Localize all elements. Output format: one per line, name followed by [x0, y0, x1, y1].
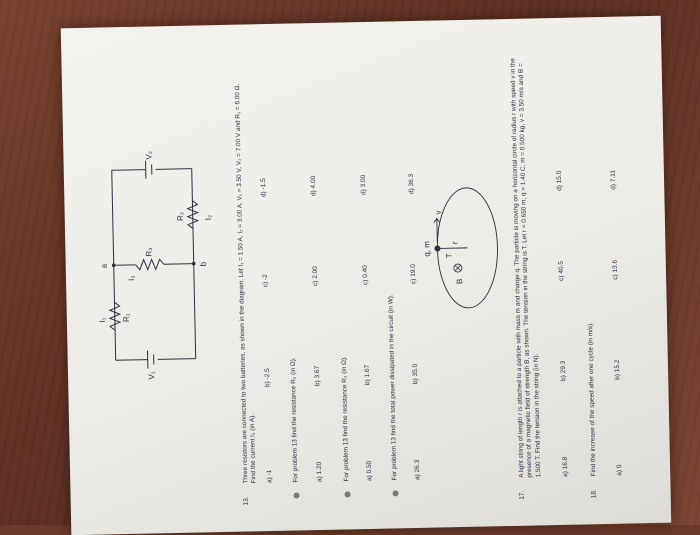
- problem-15-option-c: c) 0.40: [362, 265, 369, 285]
- problem-13-option-b: b) -2.5: [264, 368, 271, 387]
- figure-17-label-r: r: [450, 241, 459, 244]
- problem-13-text: Three resistors are connected to two batteries, as shown in the diagram. Let I₁ = 1.50 A, I₂ = 3.00 A, V₁ = 3.50 V, V₂ = 7.00 V and R₁ = 6.00 Ω. Find the current I₃ (in A).: [234, 73, 259, 483]
- problem-17-option-b: b) 29.3: [560, 361, 567, 381]
- problem-16-option-c: c) 19.0: [410, 264, 417, 284]
- problem-16-option-b: b) 35.0: [412, 364, 419, 384]
- problem-17-text: A light string of length r is attached to a particle with mass m and charge q. The particle is moving on a horizontal circle of radius r with speed v in the presence of a magnetic field of strength B, as shown. The tension in the string is T. Let r = 0.650 m, q = 1.40 C, m = 0.500 kg, v = 3.50 m/s and B = 1.500 T. Find the tension in the string (in N).: [509, 57, 543, 477]
- problem-18-option-c: c) 13.6: [612, 260, 619, 280]
- figure-17-label-qm: q, m: [422, 241, 431, 257]
- problem-15-option-b: b) 1.67: [364, 365, 371, 385]
- problem-14-option-d: d) 4.00: [310, 176, 317, 196]
- circuit-label-r3: R₃: [144, 247, 153, 256]
- problem-17-option-c: c) 40.5: [558, 261, 565, 281]
- problem-15-option-a: a) 0.50: [366, 461, 373, 481]
- problem-15-text: For problem 13 find the resistance R₃ (in Ω).: [335, 81, 352, 481]
- circuit-label-v2: V₂: [144, 151, 153, 160]
- problem-16-text: For problem 13 find the total power dissipated in the circuit (in W).: [383, 80, 400, 480]
- problem-14-text: For problem 13 find the resistance R₂ (in Ω).: [284, 83, 301, 483]
- figure-17-label-t: T: [445, 253, 454, 258]
- problem-15-bullet: [345, 491, 351, 497]
- problem-14-bullet: [294, 492, 300, 498]
- problem-18-number: 18.: [591, 489, 598, 498]
- problem-17-option-a: a) 16.8: [562, 457, 569, 477]
- problem-13-option-a: a) -1: [266, 470, 273, 484]
- circuit-label-r1: R₁: [122, 313, 131, 322]
- problem-15-option-d: d) 3.00: [360, 175, 367, 195]
- circuit-label-b: b: [199, 261, 208, 266]
- problem-17-figure: [422, 177, 505, 319]
- circuit-label-i2: I₂: [204, 215, 213, 221]
- circuit-label-i1: I₁: [98, 317, 107, 322]
- problem-18-text: Find the increase of the speed after one cycle (in m/s).: [582, 76, 599, 476]
- problem-18-option-d: d) 7.11: [610, 170, 617, 190]
- figure-17-label-b: B: [455, 279, 464, 285]
- problem-14-option-a: a) 1.20: [316, 462, 323, 482]
- problem-14-option-c: c) 2.00: [312, 266, 319, 286]
- problem-13-number: 13.: [243, 496, 250, 505]
- circuit-label-i3: I₃: [127, 275, 136, 281]
- problem-17-option-d: d) 15.0: [556, 171, 563, 191]
- problem-16-option-a: a) 26.3: [414, 460, 421, 480]
- problem-14-option-b: b) 3.67: [314, 366, 321, 386]
- problem-17-number: 17.: [519, 491, 526, 500]
- problem-13-option-d: d) -1.5: [260, 178, 267, 197]
- circuit-label-v1: V₁: [147, 371, 156, 380]
- circuit-label-a: a: [100, 263, 109, 268]
- problem-13-option-c: c) -2: [262, 274, 269, 287]
- worksheet-paper: [61, 16, 671, 535]
- problem-18-option-b: b) 15.2: [614, 359, 621, 379]
- circuit-diagram: [91, 148, 216, 380]
- worksheet-content: [61, 19, 671, 531]
- problem-16-bullet: [393, 490, 399, 496]
- problem-16-option-d: d) 36.3: [408, 174, 415, 194]
- problem-18-option-a: a) 0: [616, 464, 623, 475]
- circuit-label-r2: R₂: [176, 212, 185, 221]
- figure-17-label-v: v: [434, 210, 443, 214]
